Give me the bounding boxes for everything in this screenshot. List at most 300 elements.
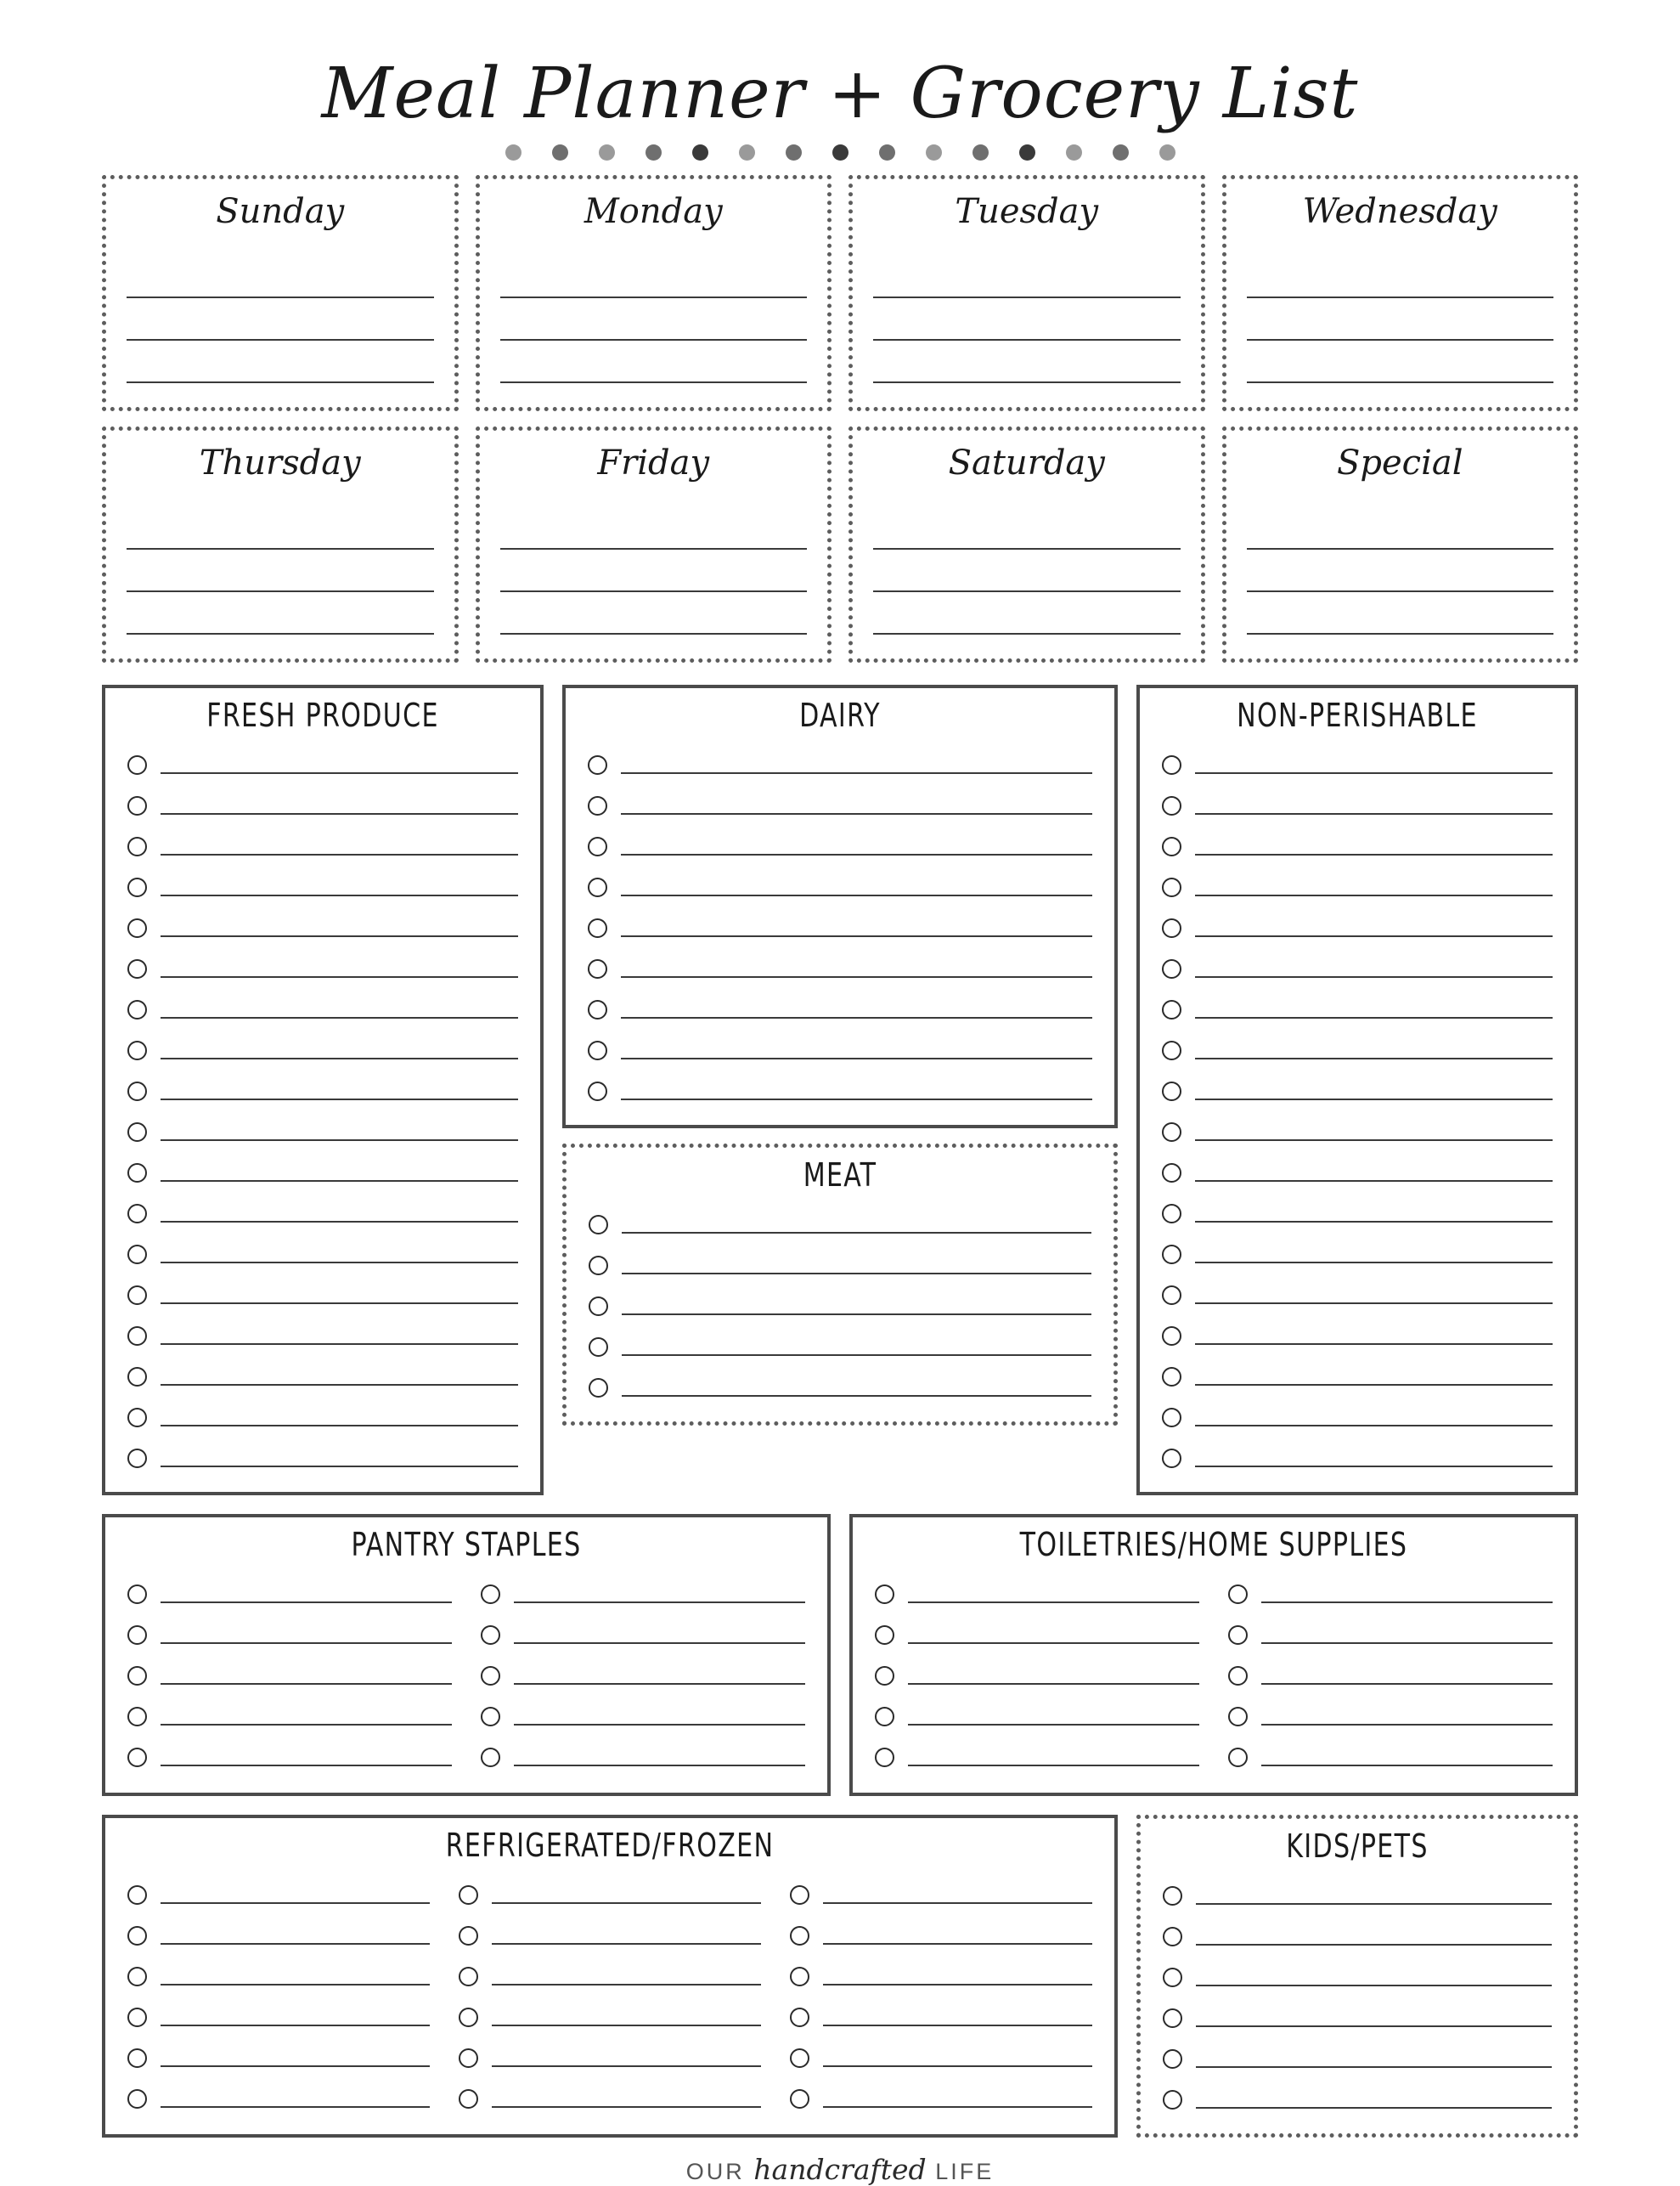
write-line[interactable] — [514, 1683, 805, 1685]
write-line[interactable] — [161, 1642, 452, 1644]
write-line[interactable] — [161, 2106, 430, 2108]
checkbox-circle-icon[interactable] — [875, 1748, 894, 1767]
checkbox-circle-icon[interactable] — [589, 1337, 608, 1357]
checklist-row[interactable] — [875, 1655, 1199, 1696]
checklist-row[interactable] — [588, 744, 1092, 785]
checkbox-circle-icon[interactable] — [1162, 1408, 1181, 1427]
write-line[interactable] — [622, 1395, 1091, 1397]
write-line[interactable] — [622, 1313, 1091, 1315]
checklist-row[interactable] — [1162, 1438, 1553, 1478]
checklist-row[interactable] — [588, 1070, 1092, 1111]
checkbox-circle-icon[interactable] — [459, 2008, 478, 2027]
write-line[interactable] — [621, 1017, 1092, 1019]
write-line[interactable] — [823, 1984, 1092, 1985]
checkbox-circle-icon[interactable] — [1163, 1886, 1182, 1906]
checkbox-circle-icon[interactable] — [127, 796, 147, 816]
write-line[interactable] — [1195, 1262, 1553, 1263]
write-line[interactable] — [161, 895, 518, 896]
checklist-row[interactable] — [1162, 1152, 1553, 1193]
day-write-lines[interactable] — [873, 232, 1181, 395]
write-line[interactable] — [1195, 1302, 1553, 1304]
write-line[interactable] — [514, 1601, 805, 1603]
checklist-row[interactable] — [459, 1956, 761, 1997]
checklist-row[interactable] — [1162, 1274, 1553, 1315]
write-line[interactable] — [1195, 1099, 1553, 1100]
checklist-row[interactable] — [127, 1152, 518, 1193]
write-line[interactable] — [161, 1180, 518, 1182]
write-line[interactable] — [823, 2106, 1092, 2108]
checklist-row[interactable] — [127, 1111, 518, 1152]
checklist-row[interactable] — [1162, 948, 1553, 989]
checklist-row[interactable] — [127, 1655, 452, 1696]
day-write-lines[interactable] — [500, 483, 808, 647]
checklist-row[interactable] — [127, 1614, 452, 1655]
checkbox-circle-icon[interactable] — [589, 1215, 608, 1234]
day-write-lines[interactable] — [873, 483, 1181, 647]
day-write-lines[interactable] — [127, 483, 434, 647]
write-line[interactable] — [161, 1099, 518, 1100]
write-line[interactable] — [1195, 1221, 1553, 1223]
checkbox-circle-icon[interactable] — [588, 959, 607, 979]
checklist-row[interactable] — [127, 1070, 518, 1111]
write-line[interactable] — [1195, 976, 1553, 978]
checklist-row[interactable] — [588, 785, 1092, 826]
write-line[interactable] — [1195, 1384, 1553, 1386]
checklist-row[interactable] — [127, 1874, 430, 1915]
checkbox-circle-icon[interactable] — [1162, 796, 1181, 816]
write-line[interactable] — [1196, 2066, 1552, 2068]
checkbox-circle-icon[interactable] — [1162, 1041, 1181, 1060]
checkbox-circle-icon[interactable] — [127, 837, 147, 856]
write-line[interactable] — [1195, 854, 1553, 856]
write-line[interactable] — [1195, 813, 1553, 815]
write-line[interactable] — [161, 2025, 430, 2026]
checklist-row[interactable] — [1228, 1573, 1553, 1614]
write-line[interactable] — [823, 1902, 1092, 1904]
write-line[interactable] — [908, 1765, 1199, 1766]
write-line[interactable] — [908, 1642, 1199, 1644]
checklist-row[interactable] — [127, 948, 518, 989]
checklist-row[interactable] — [1162, 867, 1553, 907]
checkbox-circle-icon[interactable] — [1162, 837, 1181, 856]
write-line[interactable] — [492, 2025, 761, 2026]
checklist-row[interactable] — [588, 867, 1092, 907]
write-line[interactable] — [1195, 772, 1553, 774]
write-line[interactable] — [161, 1902, 430, 1904]
checkbox-circle-icon[interactable] — [459, 1926, 478, 1946]
checklist-row[interactable] — [875, 1573, 1199, 1614]
write-line[interactable] — [161, 1302, 518, 1304]
checkbox-circle-icon[interactable] — [875, 1625, 894, 1645]
checklist-row[interactable] — [459, 1874, 761, 1915]
checklist-row[interactable] — [588, 989, 1092, 1030]
checkbox-circle-icon[interactable] — [790, 1885, 809, 1905]
day-card-monday[interactable] — [476, 175, 832, 411]
checkbox-circle-icon[interactable] — [1228, 1625, 1248, 1645]
checklist-row[interactable] — [589, 1245, 1091, 1285]
checkbox-circle-icon[interactable] — [1162, 1163, 1181, 1183]
checkbox-circle-icon[interactable] — [875, 1707, 894, 1726]
write-line[interactable] — [161, 1017, 518, 1019]
checklist-row[interactable] — [1163, 2038, 1552, 2079]
checkbox-circle-icon[interactable] — [875, 1584, 894, 1604]
write-line[interactable] — [1195, 1139, 1553, 1141]
checkbox-circle-icon[interactable] — [127, 1584, 147, 1604]
checkbox-circle-icon[interactable] — [1163, 2090, 1182, 2110]
write-line[interactable] — [1195, 1017, 1553, 1019]
write-line[interactable] — [161, 772, 518, 774]
checkbox-circle-icon[interactable] — [127, 1163, 147, 1183]
checkbox-circle-icon[interactable] — [127, 1122, 147, 1142]
checkbox-circle-icon[interactable] — [1163, 2049, 1182, 2069]
checkbox-circle-icon[interactable] — [790, 2089, 809, 2109]
write-line[interactable] — [1195, 935, 1553, 937]
checkbox-circle-icon[interactable] — [589, 1378, 608, 1398]
checkbox-circle-icon[interactable] — [1162, 1326, 1181, 1346]
checklist-row[interactable] — [127, 1737, 452, 1777]
write-line[interactable] — [161, 1765, 452, 1766]
write-line[interactable] — [492, 2065, 761, 2067]
checkbox-circle-icon[interactable] — [588, 918, 607, 938]
checkbox-circle-icon[interactable] — [459, 1885, 478, 1905]
write-line[interactable] — [161, 1466, 518, 1467]
checkbox-circle-icon[interactable] — [127, 1367, 147, 1387]
day-write-lines[interactable] — [1247, 483, 1554, 647]
checkbox-circle-icon[interactable] — [127, 1707, 147, 1726]
day-card-friday[interactable] — [476, 426, 832, 663]
write-line[interactable] — [161, 1384, 518, 1386]
pantry-staples-list[interactable] — [105, 1573, 827, 1793]
checkbox-circle-icon[interactable] — [1228, 1748, 1248, 1767]
checklist-row[interactable] — [481, 1573, 805, 1614]
checkbox-circle-icon[interactable] — [790, 1967, 809, 1986]
checkbox-circle-icon[interactable] — [1162, 1367, 1181, 1387]
write-line[interactable] — [161, 976, 518, 978]
checkbox-circle-icon[interactable] — [127, 2048, 147, 2068]
checkbox-circle-icon[interactable] — [127, 878, 147, 897]
checkbox-circle-icon[interactable] — [790, 2048, 809, 2068]
checklist-row[interactable] — [127, 1573, 452, 1614]
checkbox-circle-icon[interactable] — [1162, 878, 1181, 897]
checklist-row[interactable] — [1162, 989, 1553, 1030]
checklist-row[interactable] — [588, 1030, 1092, 1070]
write-line[interactable] — [908, 1601, 1199, 1603]
write-line[interactable] — [492, 2106, 761, 2108]
checklist-row[interactable] — [790, 2037, 1092, 2078]
checklist-row[interactable] — [1228, 1614, 1553, 1655]
write-line[interactable] — [1196, 2025, 1552, 2027]
checkbox-circle-icon[interactable] — [790, 2008, 809, 2027]
checklist-row[interactable] — [127, 1956, 430, 1997]
fresh-produce-list[interactable] — [105, 744, 540, 1492]
checkbox-circle-icon[interactable] — [127, 959, 147, 979]
day-card-special[interactable] — [1222, 426, 1579, 663]
day-card-tuesday[interactable] — [848, 175, 1205, 411]
write-line[interactable] — [621, 895, 1092, 896]
checklist-row[interactable] — [1162, 1111, 1553, 1152]
day-card-sunday[interactable] — [102, 175, 459, 411]
checkbox-circle-icon[interactable] — [127, 1967, 147, 1986]
write-line[interactable] — [1261, 1765, 1553, 1766]
checkbox-circle-icon[interactable] — [1162, 1285, 1181, 1305]
checkbox-circle-icon[interactable] — [481, 1584, 500, 1604]
write-line[interactable] — [1195, 1466, 1553, 1467]
write-line[interactable] — [514, 1642, 805, 1644]
checklist-row[interactable] — [127, 867, 518, 907]
write-line[interactable] — [161, 854, 518, 856]
checklist-row[interactable] — [459, 1915, 761, 1956]
checkbox-circle-icon[interactable] — [459, 2089, 478, 2109]
day-card-thursday[interactable] — [102, 426, 459, 663]
write-line[interactable] — [621, 772, 1092, 774]
checkbox-circle-icon[interactable] — [459, 1967, 478, 1986]
write-line[interactable] — [1195, 895, 1553, 896]
write-line[interactable] — [908, 1683, 1199, 1685]
write-line[interactable] — [161, 1601, 452, 1603]
checkbox-circle-icon[interactable] — [1162, 918, 1181, 938]
checklist-row[interactable] — [589, 1326, 1091, 1367]
checkbox-circle-icon[interactable] — [127, 1666, 147, 1686]
write-line[interactable] — [908, 1724, 1199, 1726]
checkbox-circle-icon[interactable] — [127, 1449, 147, 1468]
checklist-row[interactable] — [1163, 1875, 1552, 1916]
checklist-row[interactable] — [127, 826, 518, 867]
write-line[interactable] — [621, 935, 1092, 937]
checkbox-circle-icon[interactable] — [481, 1707, 500, 1726]
write-line[interactable] — [1195, 1343, 1553, 1345]
checkbox-circle-icon[interactable] — [127, 2089, 147, 2109]
checklist-row[interactable] — [1162, 744, 1553, 785]
checkbox-circle-icon[interactable] — [588, 837, 607, 856]
checklist-row[interactable] — [588, 948, 1092, 989]
day-write-lines[interactable] — [1247, 232, 1554, 395]
checklist-row[interactable] — [127, 785, 518, 826]
checkbox-circle-icon[interactable] — [481, 1748, 500, 1767]
checkbox-circle-icon[interactable] — [127, 1204, 147, 1223]
write-line[interactable] — [161, 1343, 518, 1345]
checklist-row[interactable] — [1163, 1997, 1552, 2038]
checklist-row[interactable] — [1162, 1356, 1553, 1397]
checklist-row[interactable] — [1162, 1193, 1553, 1234]
write-line[interactable] — [161, 1724, 452, 1726]
checklist-row[interactable] — [875, 1614, 1199, 1655]
write-line[interactable] — [161, 1943, 430, 1945]
checkbox-circle-icon[interactable] — [1162, 1245, 1181, 1264]
checklist-row[interactable] — [127, 1274, 518, 1315]
checkbox-circle-icon[interactable] — [589, 1296, 608, 1316]
write-line[interactable] — [621, 1099, 1092, 1100]
write-line[interactable] — [1195, 1180, 1553, 1182]
checkbox-circle-icon[interactable] — [127, 1748, 147, 1767]
checklist-row[interactable] — [127, 1397, 518, 1438]
checklist-row[interactable] — [1162, 907, 1553, 948]
checklist-row[interactable] — [459, 1997, 761, 2037]
dairy-list[interactable] — [566, 744, 1114, 1125]
write-line[interactable] — [622, 1273, 1091, 1274]
checkbox-circle-icon[interactable] — [127, 1926, 147, 1946]
checkbox-circle-icon[interactable] — [875, 1666, 894, 1686]
write-line[interactable] — [621, 1058, 1092, 1059]
write-line[interactable] — [161, 1221, 518, 1223]
write-line[interactable] — [1196, 1903, 1552, 1905]
checklist-row[interactable] — [589, 1367, 1091, 1408]
checklist-row[interactable] — [1163, 1957, 1552, 1997]
day-write-lines[interactable] — [500, 232, 808, 395]
kids-pets-list[interactable] — [1141, 1875, 1574, 2133]
checklist-row[interactable] — [481, 1696, 805, 1737]
checklist-row[interactable] — [875, 1696, 1199, 1737]
checklist-row[interactable] — [588, 907, 1092, 948]
checklist-row[interactable] — [1228, 1737, 1553, 1777]
checkbox-circle-icon[interactable] — [588, 1082, 607, 1101]
write-line[interactable] — [1196, 2107, 1552, 2109]
checkbox-circle-icon[interactable] — [588, 796, 607, 816]
checkbox-circle-icon[interactable] — [1228, 1707, 1248, 1726]
checkbox-circle-icon[interactable] — [588, 755, 607, 775]
checklist-row[interactable] — [790, 1956, 1092, 1997]
checkbox-circle-icon[interactable] — [1162, 1122, 1181, 1142]
checklist-row[interactable] — [127, 1696, 452, 1737]
write-line[interactable] — [622, 1232, 1091, 1234]
checkbox-circle-icon[interactable] — [588, 1000, 607, 1020]
write-line[interactable] — [161, 1139, 518, 1141]
checkbox-circle-icon[interactable] — [1163, 1927, 1182, 1946]
write-line[interactable] — [1195, 1425, 1553, 1426]
write-line[interactable] — [161, 2065, 430, 2067]
checkbox-circle-icon[interactable] — [790, 1926, 809, 1946]
checkbox-circle-icon[interactable] — [127, 755, 147, 775]
checkbox-circle-icon[interactable] — [127, 2008, 147, 2027]
write-line[interactable] — [621, 813, 1092, 815]
checkbox-circle-icon[interactable] — [588, 1041, 607, 1060]
checkbox-circle-icon[interactable] — [127, 1885, 147, 1905]
write-line[interactable] — [1261, 1642, 1553, 1644]
checklist-row[interactable] — [1162, 1070, 1553, 1111]
meat-list[interactable] — [567, 1204, 1113, 1421]
checklist-row[interactable] — [127, 1915, 430, 1956]
refrigerated-frozen-list[interactable] — [105, 1874, 1114, 2134]
checklist-row[interactable] — [481, 1614, 805, 1655]
write-line[interactable] — [622, 1354, 1091, 1356]
checklist-row[interactable] — [589, 1285, 1091, 1326]
checkbox-circle-icon[interactable] — [1162, 1204, 1181, 1223]
checkbox-circle-icon[interactable] — [1163, 2008, 1182, 2028]
checkbox-circle-icon[interactable] — [127, 1245, 147, 1264]
checklist-row[interactable] — [127, 907, 518, 948]
write-line[interactable] — [823, 1943, 1092, 1945]
checklist-row[interactable] — [127, 1193, 518, 1234]
checkbox-circle-icon[interactable] — [127, 1625, 147, 1645]
checkbox-circle-icon[interactable] — [1162, 1449, 1181, 1468]
checklist-row[interactable] — [875, 1737, 1199, 1777]
checklist-row[interactable] — [127, 1356, 518, 1397]
write-line[interactable] — [1196, 1985, 1552, 1986]
checkbox-circle-icon[interactable] — [127, 1000, 147, 1020]
write-line[interactable] — [492, 1943, 761, 1945]
write-line[interactable] — [823, 2025, 1092, 2026]
checklist-row[interactable] — [1228, 1696, 1553, 1737]
write-line[interactable] — [161, 935, 518, 937]
checkbox-circle-icon[interactable] — [127, 1041, 147, 1060]
checklist-row[interactable] — [1228, 1655, 1553, 1696]
checklist-row[interactable] — [588, 826, 1092, 867]
checklist-row[interactable] — [1163, 1916, 1552, 1957]
checkbox-circle-icon[interactable] — [588, 878, 607, 897]
checklist-row[interactable] — [790, 2078, 1092, 2119]
checkbox-circle-icon[interactable] — [481, 1625, 500, 1645]
checklist-row[interactable] — [790, 1915, 1092, 1956]
write-line[interactable] — [161, 1058, 518, 1059]
write-line[interactable] — [161, 1984, 430, 1985]
write-line[interactable] — [621, 854, 1092, 856]
checklist-row[interactable] — [589, 1204, 1091, 1245]
write-line[interactable] — [621, 976, 1092, 978]
checkbox-circle-icon[interactable] — [1228, 1666, 1248, 1686]
write-line[interactable] — [1196, 1944, 1552, 1946]
write-line[interactable] — [514, 1724, 805, 1726]
checkbox-circle-icon[interactable] — [127, 918, 147, 938]
checklist-row[interactable] — [127, 1438, 518, 1478]
write-line[interactable] — [492, 1902, 761, 1904]
checklist-row[interactable] — [127, 989, 518, 1030]
checklist-row[interactable] — [127, 1030, 518, 1070]
checklist-row[interactable] — [790, 1874, 1092, 1915]
write-line[interactable] — [492, 1984, 761, 1985]
checklist-row[interactable] — [127, 1234, 518, 1274]
checklist-row[interactable] — [481, 1737, 805, 1777]
day-card-wednesday[interactable] — [1222, 175, 1579, 411]
checkbox-circle-icon[interactable] — [481, 1666, 500, 1686]
write-line[interactable] — [161, 1262, 518, 1263]
write-line[interactable] — [161, 1683, 452, 1685]
checklist-row[interactable] — [1163, 2079, 1552, 2120]
checklist-row[interactable] — [127, 1315, 518, 1356]
checklist-row[interactable] — [1162, 785, 1553, 826]
checklist-row[interactable] — [459, 2078, 761, 2119]
checkbox-circle-icon[interactable] — [1162, 755, 1181, 775]
day-card-saturday[interactable] — [848, 426, 1205, 663]
checkbox-circle-icon[interactable] — [1162, 959, 1181, 979]
write-line[interactable] — [823, 2065, 1092, 2067]
toiletries-list[interactable] — [853, 1573, 1575, 1793]
checklist-row[interactable] — [1162, 826, 1553, 867]
checklist-row[interactable] — [1162, 1030, 1553, 1070]
checklist-row[interactable] — [127, 744, 518, 785]
non-perishable-list[interactable] — [1140, 744, 1575, 1492]
checklist-row[interactable] — [790, 1997, 1092, 2037]
checklist-row[interactable] — [127, 2078, 430, 2119]
checkbox-circle-icon[interactable] — [1228, 1584, 1248, 1604]
checklist-row[interactable] — [481, 1655, 805, 1696]
checklist-row[interactable] — [127, 1997, 430, 2037]
write-line[interactable] — [1261, 1601, 1553, 1603]
checklist-row[interactable] — [459, 2037, 761, 2078]
checkbox-circle-icon[interactable] — [1162, 1000, 1181, 1020]
checkbox-circle-icon[interactable] — [589, 1256, 608, 1275]
write-line[interactable] — [161, 813, 518, 815]
checkbox-circle-icon[interactable] — [1162, 1082, 1181, 1101]
checkbox-circle-icon[interactable] — [1163, 1968, 1182, 1987]
checkbox-circle-icon[interactable] — [127, 1326, 147, 1346]
checklist-row[interactable] — [1162, 1315, 1553, 1356]
day-write-lines[interactable] — [127, 232, 434, 395]
write-line[interactable] — [1261, 1724, 1553, 1726]
write-line[interactable] — [1195, 1058, 1553, 1059]
checkbox-circle-icon[interactable] — [127, 1408, 147, 1427]
checklist-row[interactable] — [127, 2037, 430, 2078]
checklist-row[interactable] — [1162, 1234, 1553, 1274]
checkbox-circle-icon[interactable] — [459, 2048, 478, 2068]
